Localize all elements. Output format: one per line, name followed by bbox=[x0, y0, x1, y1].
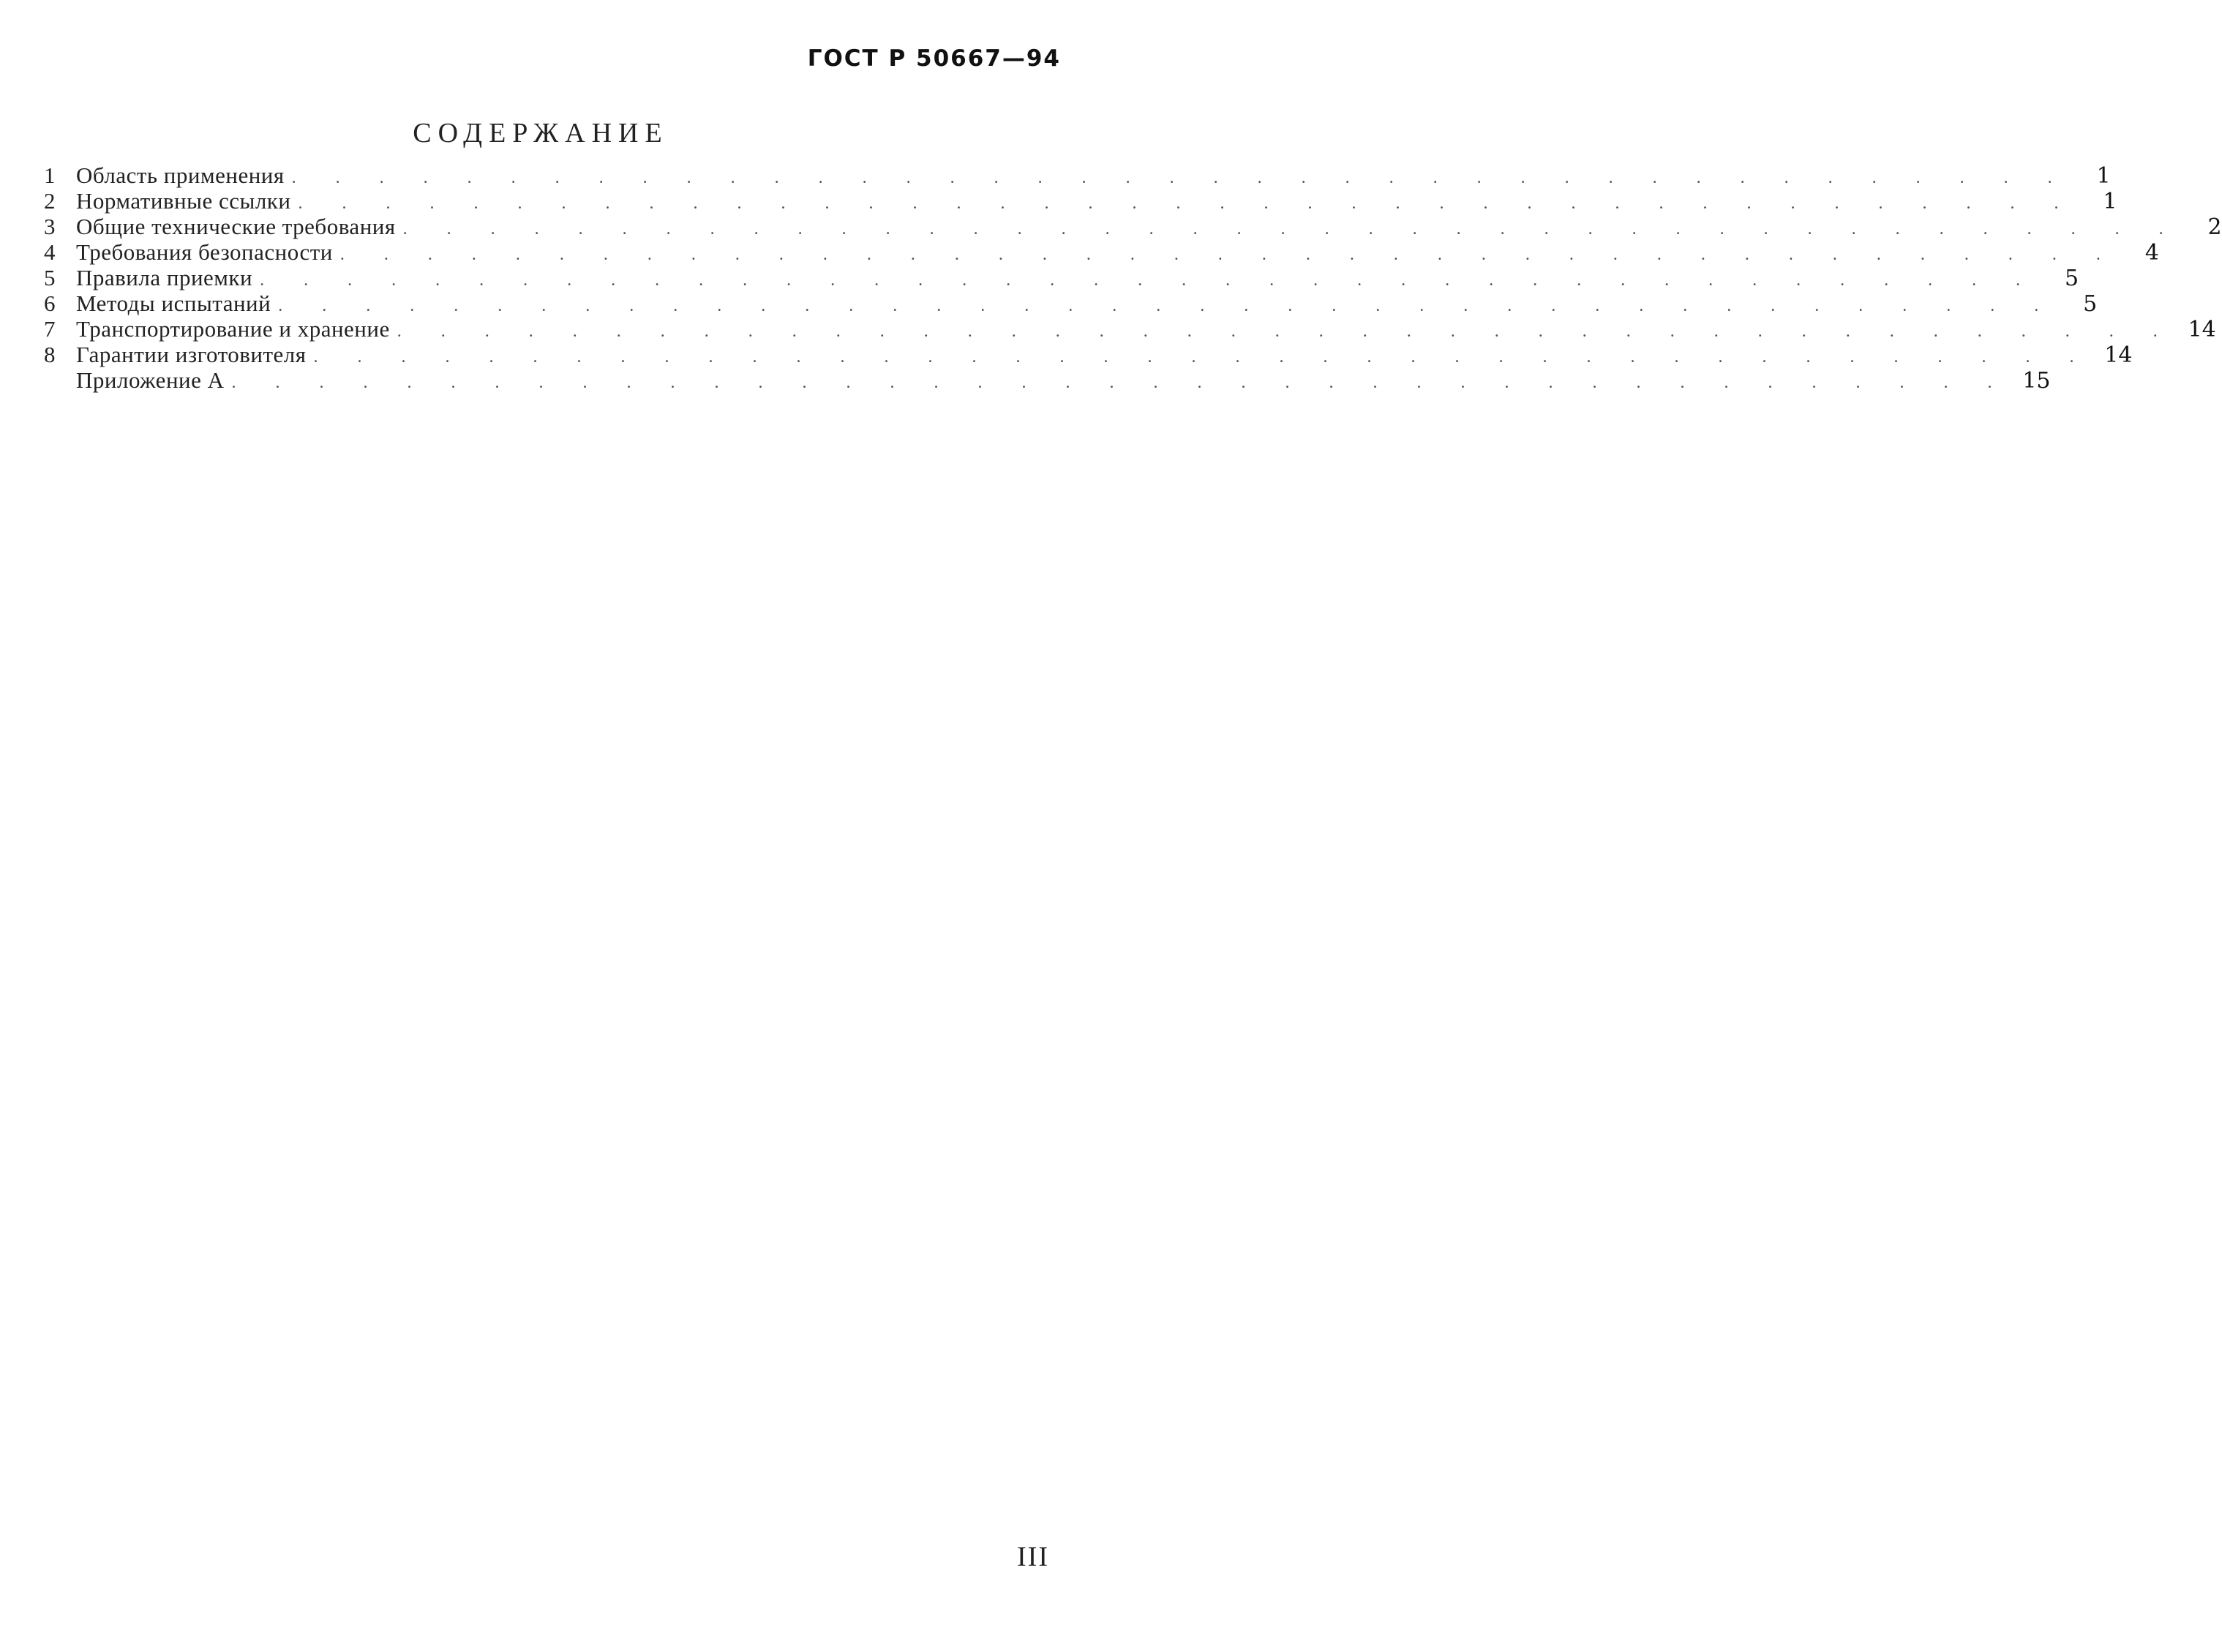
toc-leader-dots: . . . . . . . . . . . . . . . . . . . . . . . . . . . . . . . . . . . . . . . . . bbox=[231, 373, 2010, 392]
toc-entry-number: 4 bbox=[44, 239, 56, 265]
toc-leader-dots: . . . . . . . . . . . . . . . . . . . . . . . . . . . . . . . . . . . . . . . . . bbox=[291, 168, 2070, 187]
toc-entry-number: 2 bbox=[44, 188, 56, 214]
toc-entry-page: 14 bbox=[2104, 342, 2133, 368]
document-code: ГОСТ Р 50667—94 bbox=[807, 45, 1061, 72]
toc-leader-dots: . . . . . . . . . . . . . . . . . . . . . . . . . . . . . . . . . . . . . . . . . bbox=[298, 194, 2076, 213]
toc-entry-appendix-a[interactable] bbox=[44, 367, 2051, 394]
toc-entry-1[interactable] bbox=[44, 162, 2111, 189]
toc-entry-page: 4 bbox=[2144, 240, 2159, 266]
toc-entry-number: 7 bbox=[44, 316, 56, 342]
toc-entry-title: Область применения bbox=[76, 162, 285, 188]
toc-entry-number: 1 bbox=[44, 162, 56, 188]
toc-entry-7[interactable] bbox=[44, 316, 2216, 342]
toc-entry-page: 15 bbox=[2022, 368, 2051, 394]
toc-entry-title: Транспортирование и хранение bbox=[76, 316, 390, 342]
toc-leader-dots: . . . . . . . . . . . . . . . . . . . . . . . . . . . . . . . . . . . . . . . . . bbox=[313, 348, 2092, 367]
toc-entry-6[interactable] bbox=[44, 290, 2098, 317]
toc-entry-4[interactable] bbox=[44, 239, 2159, 266]
toc-entry-2[interactable] bbox=[44, 188, 2117, 214]
toc-leader-dots: . . . . . . . . . . . . . . . . . . . . . . . . . . . . . . . . . . . . . . . . . bbox=[402, 219, 2181, 239]
toc-entry-title: Общие технические требования bbox=[76, 214, 396, 239]
toc-entry-page: 2 bbox=[2207, 214, 2222, 240]
toc-entry-title: Требования безопасности bbox=[76, 239, 333, 265]
toc-leader-dots: . . . . . . . . . . . . . . . . . . . . . . . . . . . . . . . . . . . . . . . . . bbox=[397, 322, 2175, 341]
toc-entry-page: 5 bbox=[2083, 291, 2098, 317]
toc-title: СОДЕРЖАНИЕ bbox=[413, 118, 669, 149]
toc-entry-title: Гарантии изготовителя bbox=[76, 342, 307, 367]
toc-entry-title: Методы испытаний bbox=[76, 290, 271, 316]
toc-leader-dots: . . . . . . . . . . . . . . . . . . . . . . . . . . . . . . . . . . . . . . . . . bbox=[278, 296, 2057, 315]
page-number: III bbox=[1017, 1542, 1049, 1572]
toc-entry-title: Правила приемки bbox=[76, 265, 253, 290]
toc-entry-number: 6 bbox=[44, 290, 56, 316]
toc-entry-page: 1 bbox=[2103, 189, 2117, 214]
toc-leader-dots: . . . . . . . . . . . . . . . . . . . . . . . . . . . . . . . . . . . . . . . . . bbox=[339, 245, 2118, 264]
toc-entry-title: Нормативные ссылки bbox=[76, 188, 291, 214]
toc-list bbox=[44, 162, 2222, 394]
toc-entry-number: 5 bbox=[44, 265, 56, 290]
toc-entry-title: Приложение А bbox=[76, 367, 225, 393]
toc-entry-3[interactable] bbox=[44, 214, 2222, 240]
toc-entry-8[interactable] bbox=[44, 342, 2133, 368]
toc-entry-page: 5 bbox=[2064, 266, 2079, 291]
toc-entry-page: 1 bbox=[2096, 163, 2111, 189]
toc-entry-number: 3 bbox=[44, 214, 56, 239]
toc-entry-number: 8 bbox=[44, 342, 56, 367]
toc-entry-5[interactable] bbox=[44, 265, 2079, 291]
toc-leader-dots: . . . . . . . . . . . . . . . . . . . . . . . . . . . . . . . . . . . . . . . . . bbox=[260, 271, 2038, 290]
toc-entry-page: 14 bbox=[2188, 317, 2216, 342]
